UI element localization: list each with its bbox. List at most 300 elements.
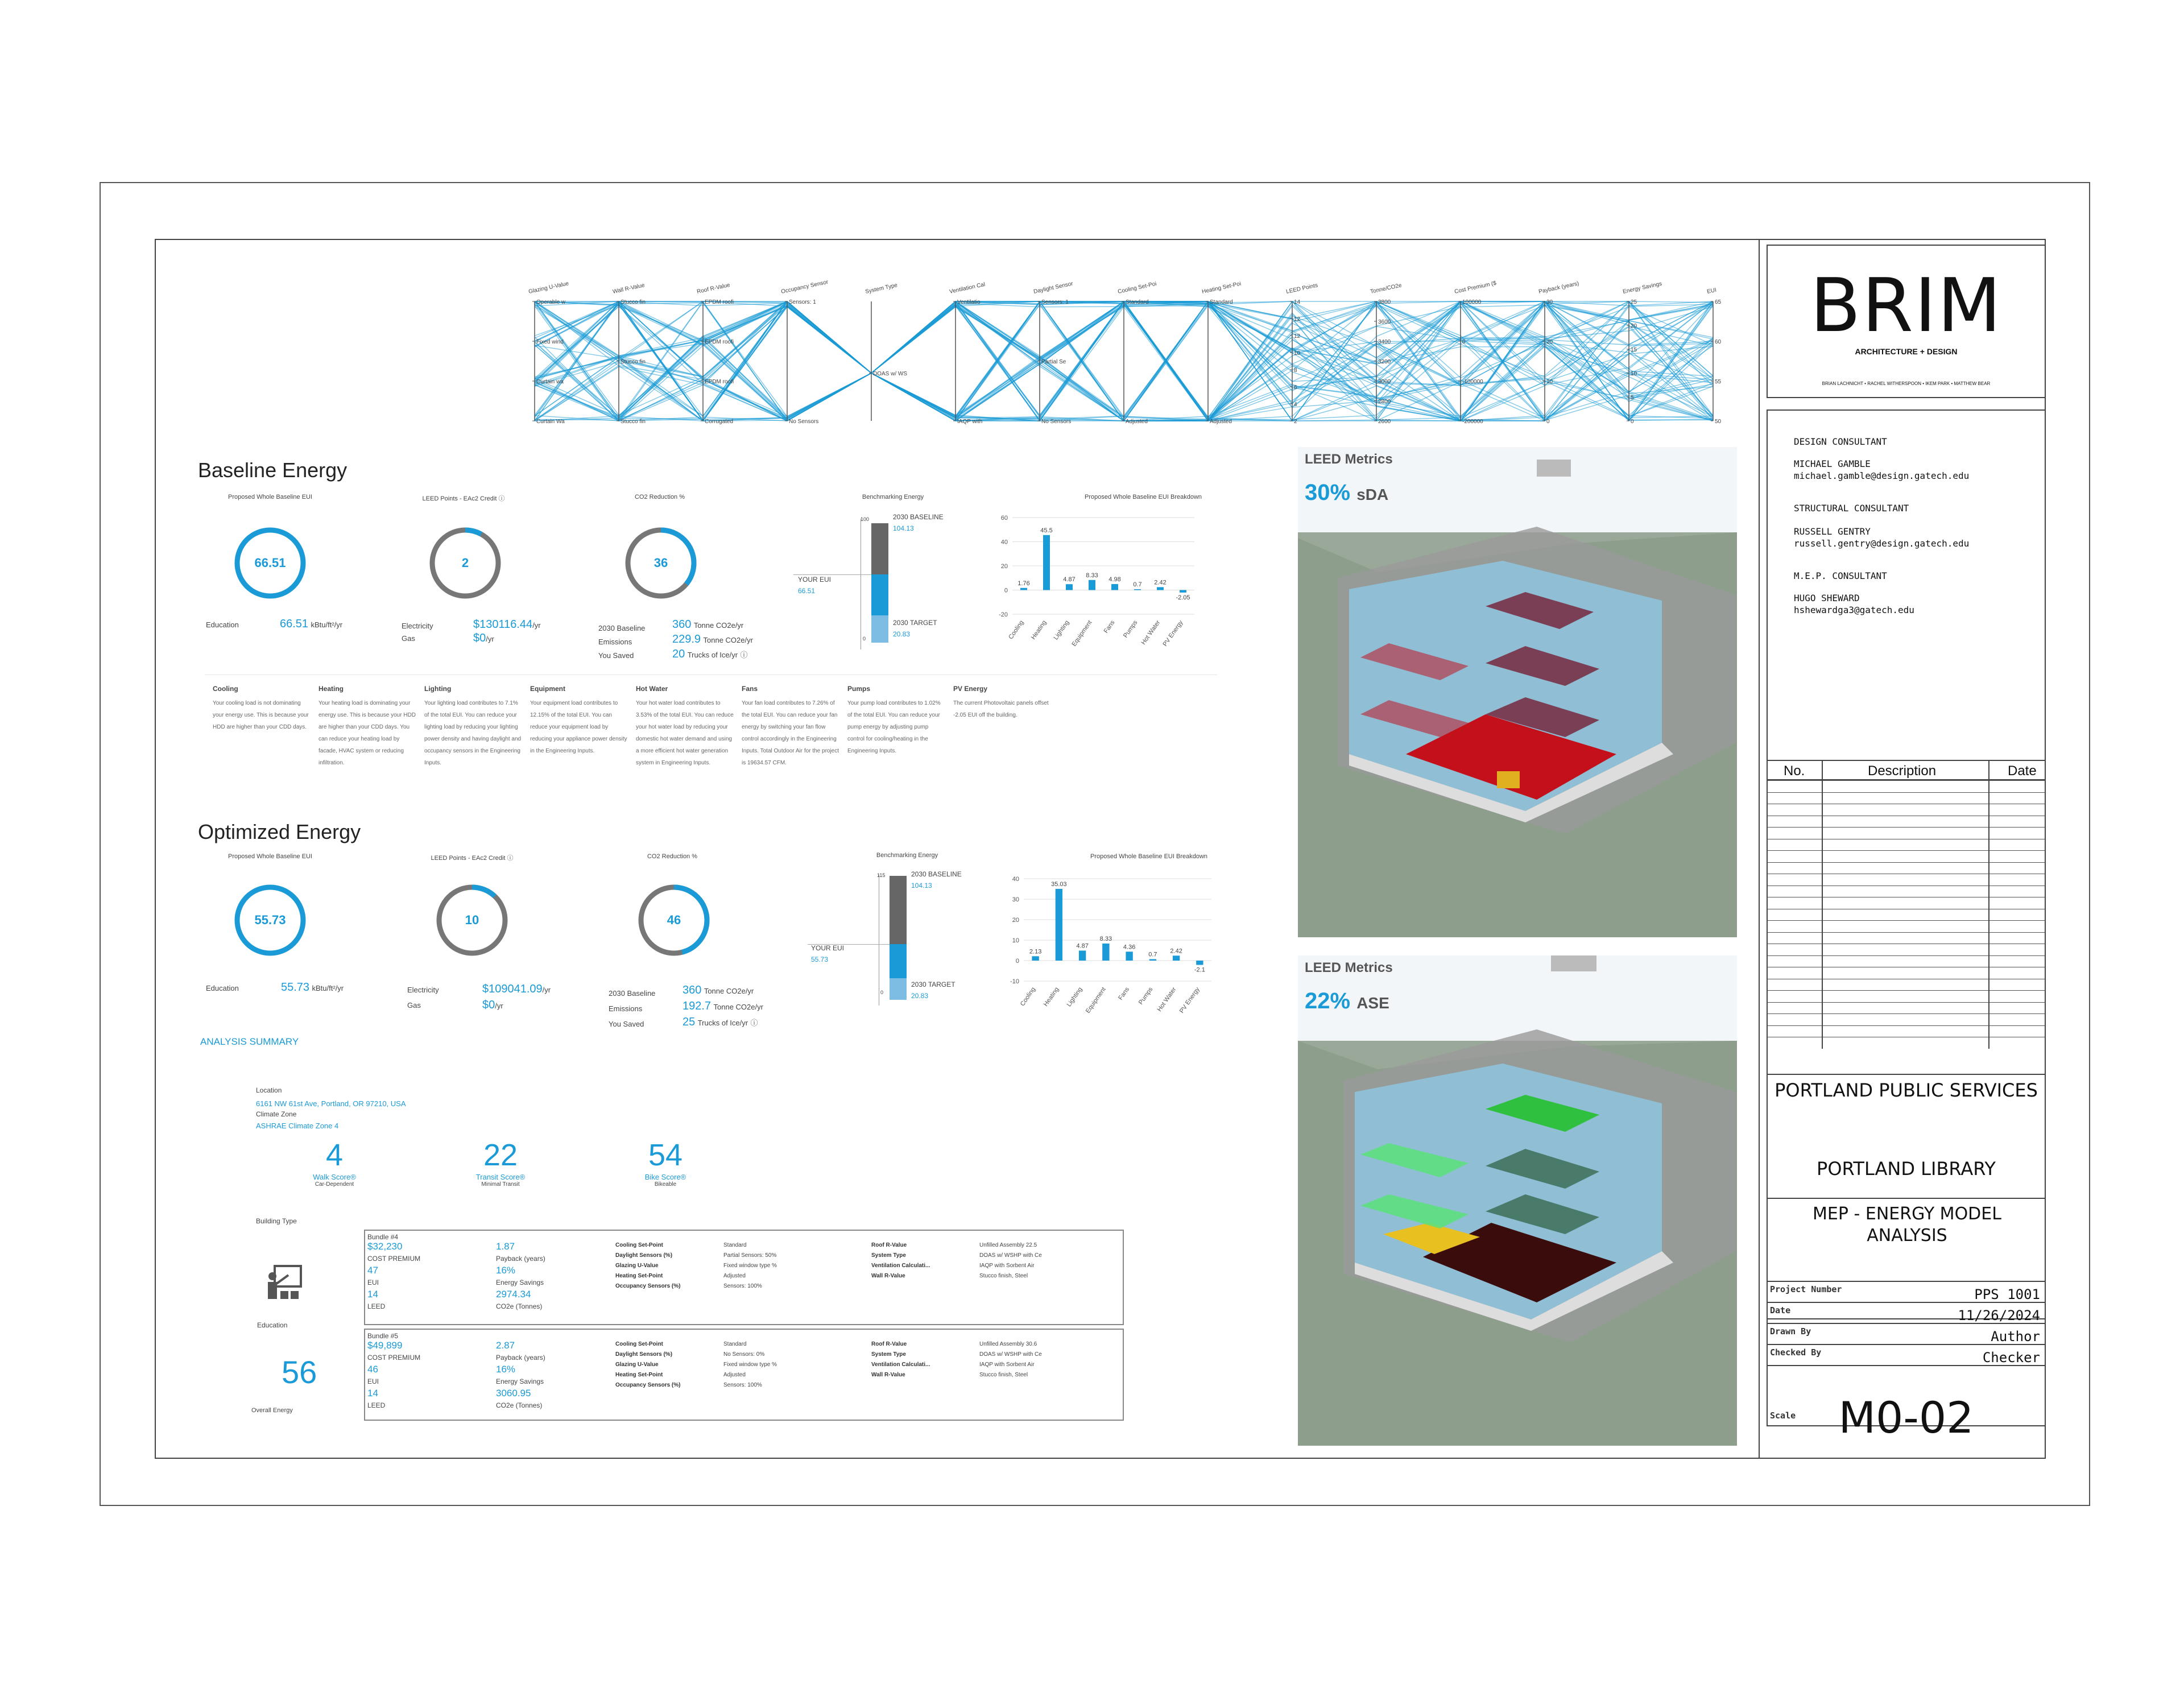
bundle-savings: 16%	[496, 1364, 516, 1375]
note-text: Your heating load is dominating your energy use. This is because your HDD are higher than your CDD days. You can reduce your heating load by facade, HVAC system or reducing infiltration.	[318, 700, 416, 766]
building-type-label: Building Type	[256, 1217, 297, 1225]
co2-saved-label: You Saved	[598, 651, 634, 660]
pc-tick-label: 20	[1631, 323, 1637, 329]
donut-value: 66.51	[254, 556, 286, 570]
pc-tick-label: Stucco fin	[621, 299, 646, 305]
building-type: Education	[257, 1321, 288, 1329]
pc-tick-label: -200000	[1462, 419, 1483, 425]
revision-row	[1768, 1002, 2045, 1003]
y-tick-label: 10	[1012, 937, 1019, 944]
param-label: Wall R-Value	[871, 1372, 905, 1378]
pc-axis-name: Roof R-Value	[696, 282, 731, 295]
pc-tick-label: Sensors: 1	[789, 299, 816, 305]
category-label: Cooling	[1019, 986, 1037, 1008]
bench-target-bar	[871, 615, 888, 643]
optimized-title: Optimized Energy	[198, 820, 361, 843]
rev-col-divider	[1822, 760, 1823, 1049]
revision-row	[1768, 920, 2045, 921]
info-icon[interactable]: ⓘ	[750, 1019, 758, 1027]
bundle-savings-label: Energy Savings	[496, 1377, 544, 1385]
label: Project Number	[1770, 1284, 1842, 1294]
optimized-bench-caption: Benchmarking Energy	[876, 852, 938, 859]
note-title: Cooling	[213, 685, 238, 693]
param-label: Daylight Sensors (%)	[615, 1351, 673, 1358]
bench-target-value: 20.83	[911, 992, 929, 1000]
bar[interactable]	[1134, 589, 1141, 590]
param-value: Fixed window type %	[723, 1263, 777, 1269]
category-label: PV Energy	[1178, 986, 1201, 1015]
bar-value-label: 0.7	[1148, 951, 1157, 958]
pc-axis-name: Cost Premium ($	[1454, 280, 1497, 295]
co2-labels	[609, 986, 655, 1032]
consultant-email: michael.gamble@design.gatech.edu	[1794, 470, 1970, 481]
walk-score-value: 4	[325, 1138, 344, 1172]
pc-tick-label: 12	[1294, 333, 1301, 340]
bar-value-label: 1.76	[1017, 580, 1030, 587]
note-title: Pumps	[847, 685, 871, 693]
revision-row	[1768, 1025, 2045, 1026]
bundle-eui: 46	[367, 1364, 378, 1375]
bench-your-bar	[871, 574, 888, 615]
building-render-sda	[1298, 447, 1737, 937]
note-title: Lighting	[424, 685, 452, 693]
category-label: Lighting	[1052, 619, 1071, 642]
optimized-benchmark	[808, 869, 978, 1006]
render-ase	[1298, 955, 1737, 1446]
walk-score-link[interactable]: Walk Score®	[313, 1173, 356, 1181]
param-label: System Type	[871, 1351, 906, 1358]
bar[interactable]	[1180, 590, 1186, 593]
bundle-co2-label: CO2e (Tonnes)	[496, 1302, 543, 1310]
bar-value-label: 2.42	[1170, 948, 1182, 955]
note-lighting	[424, 685, 522, 769]
pc-axis-name: Glazing U-Value	[528, 280, 570, 295]
pc-tick-label: 100000	[1462, 299, 1482, 305]
walk-score-sub: Car-Dependent	[315, 1181, 354, 1188]
category-label: Equipment	[1084, 986, 1107, 1015]
pc-axis-name: System Type	[864, 282, 898, 295]
baseline-chart-title: Proposed Whole Baseline EUI Breakdown	[1084, 494, 1202, 500]
baseline-eui-caption: Proposed Whole Baseline EUI	[228, 494, 312, 500]
electricity-value: $130116.44	[473, 618, 533, 631]
electricity-label: Electricity	[407, 986, 439, 994]
label: Date	[1770, 1305, 1791, 1315]
unit: /yr	[486, 635, 494, 643]
bundle-co2: 2974.34	[496, 1289, 531, 1300]
pc-axis-name: LEED Points	[1285, 282, 1319, 295]
note-cooling	[213, 685, 311, 733]
bike-score	[609, 1137, 722, 1188]
pc-tick-label: Adjusted	[1210, 419, 1232, 425]
y-tick-label: 40	[1012, 876, 1019, 883]
consultant-role: STRUCTURAL CONSULTANT	[1794, 503, 1909, 514]
pc-tick-label: Operable w	[536, 299, 566, 305]
co2-values	[682, 983, 763, 1031]
bench-baseline-value: 104.13	[911, 882, 932, 889]
pc-axis-name: Wall R-Value	[612, 282, 646, 295]
pc-tick-label: 50	[1715, 419, 1722, 425]
revision-row	[1768, 827, 2045, 828]
pc-tick-label: Standard	[1210, 299, 1233, 305]
param-value: Stucco finish, Steel	[979, 1372, 1028, 1378]
caption-text: LEED Points - EAc2 Credit	[431, 855, 506, 862]
note-text: Your lighting load contributes to 7.1% of the total EUI. You can reduce your lighting load by reducing your lighting power density and having daylight and occupancy sensors in the Engineering Inputs.	[424, 700, 522, 766]
bench-baseline-bar	[871, 523, 888, 574]
y-tick-label: 0	[1015, 958, 1019, 965]
pc-tick-label: 3400	[1378, 339, 1391, 345]
transit-score-sub: Minimal Transit	[481, 1181, 520, 1188]
metric-name: sDA	[1356, 486, 1389, 503]
label: Checked By	[1770, 1347, 1822, 1358]
bar-value-label: 4.36	[1123, 944, 1136, 951]
bar[interactable]	[1196, 961, 1203, 965]
transit-score-link[interactable]: Transit Score®	[475, 1173, 526, 1181]
pc-tick-label: 3600	[1378, 319, 1391, 325]
bar[interactable]	[1111, 584, 1118, 590]
co2-saved-label: You Saved	[609, 1020, 644, 1028]
pc-tick-label: 10	[1546, 379, 1553, 385]
bundle-cost-label: COST PREMIUM	[367, 1354, 421, 1362]
pc-tick-label: No Sensors	[1041, 419, 1072, 425]
bar-value-label: 2.42	[1154, 579, 1167, 586]
bike-score-sub: Bikeable	[654, 1181, 677, 1188]
param-value: Stucco finish, Steel	[979, 1273, 1028, 1279]
note-title: Heating	[318, 685, 344, 693]
bench-your-value: 66.51	[798, 587, 816, 595]
bar-value-label: 35.03	[1051, 880, 1067, 888]
pct-value: 30%	[1305, 480, 1351, 505]
bench-your-bar	[890, 944, 907, 978]
render-sda	[1298, 447, 1737, 937]
pc-tick-label: Adjusted	[1126, 419, 1148, 425]
unit: Tonne CO2e/yr	[693, 621, 744, 630]
optimized-leed-donut	[432, 880, 512, 960]
param-label: Occupancy Sensors (%)	[615, 1283, 681, 1289]
bundle-card[interactable]	[364, 1230, 1124, 1325]
bar[interactable]	[1020, 588, 1027, 590]
pc-tick-label: 0	[1462, 339, 1466, 345]
y-tick-label: 20	[1012, 917, 1019, 924]
param-label: Heating Set-Point	[615, 1273, 663, 1279]
value: Checker	[1982, 1350, 2040, 1366]
bench-your-label: YOUR EUI	[798, 576, 832, 584]
pc-axis-name: Cooling Set-Poi	[1117, 280, 1157, 295]
pc-tick-label: 4	[1294, 402, 1297, 408]
category-label: Hot Water	[1140, 619, 1162, 646]
pc-tick-label: 10	[1294, 350, 1301, 357]
bundle-leed-label: LEED	[367, 1302, 386, 1310]
bar[interactable]	[1173, 955, 1180, 961]
unit: Tonne CO2e/yr	[713, 1003, 763, 1011]
education-icon	[263, 1264, 303, 1306]
unit: Tonne CO2e/yr	[703, 636, 753, 644]
param-value: Partial Sensors: 50%	[723, 1252, 777, 1259]
param-label: Cooling Set-Point	[615, 1341, 663, 1347]
pc-tick-label: 30	[1546, 299, 1553, 305]
note-equipment	[530, 685, 628, 757]
co2-baseline-label: 2030 Baseline	[598, 624, 646, 632]
render-pct	[1305, 480, 1388, 506]
y-tick-label: -20	[999, 611, 1008, 618]
bench-target-label: 2030 TARGET	[893, 619, 937, 627]
co2-baseline-value: 360	[672, 618, 692, 631]
param-label: Daylight Sensors (%)	[615, 1252, 673, 1259]
pc-tick-label: EPDM roofi	[705, 299, 734, 305]
info-icon[interactable]: ⓘ	[507, 855, 514, 862]
electricity-label: Electricity	[402, 622, 433, 630]
pc-tick-label: 12	[1294, 316, 1301, 322]
drawn-by-row	[1768, 1323, 2045, 1344]
bar[interactable]	[1066, 584, 1073, 590]
param-label: Cooling Set-Point	[615, 1242, 663, 1248]
co2-saved-value: 20	[672, 648, 685, 660]
bench-zero: 0	[880, 990, 884, 995]
note-text: The current Photovoltaic panels offset -2.05 EUI off the building.	[953, 700, 1049, 718]
note-pumps	[847, 685, 945, 757]
pc-axis-name: Tonne/CO2e	[1370, 282, 1403, 295]
unit: /yr	[542, 986, 551, 994]
bench-your-value: 55.73	[811, 955, 829, 963]
bar[interactable]	[1157, 587, 1164, 590]
category-label: Cooling	[1007, 619, 1025, 641]
bench-target-value: 20.83	[893, 630, 911, 638]
param-value: Standard	[723, 1242, 747, 1248]
pc-tick-label: Corrugated	[705, 419, 734, 425]
bundle-payback: 1.87	[496, 1241, 515, 1252]
consultant-name: HUGO SHEWARD	[1794, 593, 1860, 603]
pc-axis-name: Occupancy Sensor	[780, 279, 829, 295]
param-value: Fixed window type %	[723, 1362, 777, 1368]
optimized-co2-donut	[634, 880, 714, 960]
category-label: Hot Water	[1156, 986, 1178, 1013]
unit: /yr	[495, 1002, 503, 1010]
rev-col-divider	[1988, 760, 1989, 1049]
param-value: IAQP with Sorbent Air	[979, 1362, 1035, 1368]
overall-energy-label: Overall Energy	[251, 1407, 293, 1414]
revision-row	[1768, 932, 2045, 933]
pc-tick-label: 8	[1294, 367, 1297, 374]
param-label: Roof R-Value	[871, 1242, 907, 1248]
co2-baseline-value: 360	[682, 984, 702, 996]
baseline-title: Baseline Energy	[198, 458, 348, 482]
gas-value: $0	[473, 632, 486, 644]
unit: Trucks of Ice/yr	[687, 651, 738, 659]
climate-link[interactable]: ASHRAE Climate Zone 4	[256, 1122, 339, 1130]
category-label: Lighting	[1065, 986, 1084, 1008]
revision-row	[1768, 990, 2045, 991]
bundle-savings-label: Energy Savings	[496, 1279, 544, 1286]
optimized-eui-value: 55.73	[281, 981, 310, 994]
render-title: LEED Metrics	[1305, 960, 1393, 975]
baseline-eui-label: Education	[206, 620, 239, 629]
bundle-co2: 3060.95	[496, 1388, 531, 1399]
bundle-payback-label: Payback (years)	[496, 1255, 545, 1263]
param-value: Sensors: 100%	[723, 1382, 762, 1388]
pc-tick-label: Curtain Wa	[536, 419, 565, 425]
bench-zero: 0	[863, 636, 866, 642]
note-title: Hot Water	[636, 685, 668, 693]
bar[interactable]	[1126, 951, 1132, 961]
bench-baseline-bar	[890, 876, 907, 944]
sheet-title: MEP - ENERGY MODEL ANALYSIS	[1813, 1204, 2001, 1246]
unit: /yr	[532, 621, 541, 630]
analysis-summary-link[interactable]: ANALYSIS SUMMARY	[200, 1036, 299, 1047]
pc-tick-label: DOAS w/ WS	[873, 371, 908, 377]
pc-tick-label: 60	[1715, 339, 1722, 345]
bar[interactable]	[1102, 944, 1109, 961]
logo-names: BRIAN LACHNICHT • RACHEL WITHERSPOON • IKEM PARK • MATTHEW BEAR	[1822, 381, 1991, 386]
category-label: Heating	[1029, 619, 1048, 641]
baseline-eui-unit: kBtu/ft²/yr	[311, 620, 343, 629]
bar-value-label: -2.05	[1176, 594, 1190, 601]
param-value: Unfilled Assembly 22.5	[979, 1242, 1037, 1248]
baseline-bench-caption: Benchmarking Energy	[862, 494, 924, 500]
baseline-eui-breakdown-chart	[990, 506, 1200, 665]
divider	[1768, 1365, 2045, 1366]
param-label: Glazing U-Value	[615, 1362, 659, 1368]
pc-tick-label: 25	[1631, 299, 1637, 305]
param-value: IAQP with Sorbent Air	[979, 1263, 1035, 1269]
pc-tick-label: 14	[1294, 299, 1301, 305]
revision-row	[1768, 850, 2045, 851]
pc-axis-name: Ventilation Cal	[949, 281, 986, 295]
bar[interactable]	[1043, 535, 1050, 590]
note-heating	[318, 685, 416, 769]
climate-label: Climate Zone	[256, 1110, 297, 1118]
walk-score	[278, 1137, 391, 1188]
pct-value: 22%	[1305, 988, 1351, 1013]
bar[interactable]	[1089, 580, 1095, 590]
bench-target-bar	[890, 978, 907, 1000]
bike-score-link[interactable]: Bike Score®	[644, 1173, 686, 1181]
energy-notes	[213, 685, 1077, 799]
render-pct	[1305, 988, 1389, 1014]
gas-value: $0	[482, 999, 495, 1011]
bundle-co2-label: CO2e (Tonnes)	[496, 1401, 543, 1409]
rev-no-header: No.	[1784, 763, 1805, 779]
pc-axis-name: Energy Savings	[1622, 280, 1663, 295]
y-tick-label: 30	[1012, 896, 1019, 903]
bench-your-label: YOUR EUI	[811, 944, 845, 952]
bundle-leed: 14	[367, 1289, 378, 1300]
param-label: Ventilation Calculati...	[871, 1263, 930, 1269]
pc-tick-label: Standard	[1126, 299, 1149, 305]
co2-emissions-label: Emissions	[609, 1004, 643, 1013]
bench-baseline-label: 2030 BASELINE	[893, 513, 944, 521]
category-label: Fans	[1102, 619, 1116, 635]
consultant-name: RUSSELL GENTRY	[1794, 526, 1871, 537]
pc-tick-label: IAQP with	[957, 419, 983, 425]
co2-labels	[598, 622, 645, 663]
revision-table-header	[1768, 760, 2045, 780]
location-label: Location	[256, 1086, 282, 1094]
pc-tick-label: Stucco fin	[621, 419, 646, 425]
optimized-eui-donut	[230, 880, 310, 960]
co2-saved-value: 25	[682, 1016, 696, 1028]
bench-top: 100	[861, 516, 870, 522]
bar[interactable]	[1149, 959, 1156, 961]
baseline-leed-caption	[390, 494, 537, 503]
donut-value: 55.73	[254, 913, 286, 927]
pc-tick-label: Ventilatio	[957, 299, 981, 305]
category-label: PV Energy	[1161, 619, 1185, 648]
consultant-name: MICHAEL GAMBLE	[1794, 458, 1871, 469]
bar[interactable]	[1032, 956, 1039, 961]
bundle-payback-label: Payback (years)	[496, 1354, 545, 1362]
optimized-eui-caption: Proposed Whole Baseline EUI	[228, 853, 312, 860]
note-text: Your equipment load contributes to 12.15% of the total EUI. You can reduce your equipment load by reducing your appliance power density in the Engineering Inputs.	[530, 700, 627, 754]
param-label: System Type	[871, 1252, 906, 1259]
consultant-role: DESIGN CONSULTANT	[1794, 436, 1887, 447]
value: PPS 1001	[1974, 1286, 2040, 1302]
co2-emissions-label: Emissions	[598, 638, 632, 646]
pc-tick-label: Curtain wa	[536, 379, 564, 385]
note-pv-energy	[953, 685, 1051, 721]
co2-baseline-label: 2030 Baseline	[609, 989, 656, 998]
address-link[interactable]: 6161 NW 61st Ave, Portland, OR 97210, USA	[256, 1099, 406, 1108]
y-tick-label: 60	[1000, 515, 1008, 522]
param-value: DOAS w/ WSHP with Ce	[979, 1252, 1042, 1259]
donut-value: 36	[653, 556, 668, 570]
pc-tick-label: Fixed wind	[536, 339, 564, 345]
bar-value-label: 0.7	[1133, 581, 1142, 589]
pc-tick-label: 5	[1631, 395, 1634, 401]
pc-tick-label: 2800	[1378, 399, 1391, 405]
note-text: Your pump load contributes to 1.02% of the total EUI. You can reduce your pump energy by adjusting pump control for cooling/heating in the Engineering Inputs.	[847, 700, 941, 754]
gas-label: Gas	[402, 634, 415, 643]
optimized-co2-caption: CO2 Reduction %	[647, 853, 698, 860]
transit-score-value: 22	[483, 1138, 518, 1172]
info-icon[interactable]: ⓘ	[740, 651, 748, 659]
overall-energy-value: 56	[282, 1354, 317, 1390]
title-block	[1759, 239, 2046, 1459]
pc-tick-label: Sensors: 1	[1041, 299, 1069, 305]
baseline-eui-donut	[230, 523, 310, 603]
note-text: Your cooling load is not dominating your energy use. This is because your HDD are higher than your CDD days.	[213, 700, 309, 730]
bar[interactable]	[1079, 950, 1086, 961]
pc-axis-name: Heating Set-Poi	[1201, 280, 1242, 295]
bundle-card[interactable]	[364, 1329, 1124, 1421]
donut-value: 46	[667, 913, 681, 927]
brim-logo: BRIM	[1810, 262, 2003, 349]
bundle-eui-label: EUI	[367, 1279, 379, 1286]
bench-your-line	[793, 574, 871, 575]
co2-values	[672, 618, 753, 662]
transit-score	[444, 1137, 557, 1188]
donut-value: 2	[461, 556, 469, 570]
pc-tick-label: 2600	[1378, 419, 1391, 425]
bar-value-label: 45.5	[1040, 527, 1053, 534]
info-icon[interactable]: ⓘ	[498, 495, 505, 502]
consultant-email: hshewardga3@gatech.edu	[1794, 605, 1914, 615]
bench-baseline-label: 2030 BASELINE	[911, 870, 962, 878]
building-render-ase	[1298, 955, 1737, 1446]
pc-tick-label: 6	[1294, 384, 1297, 391]
revision-row	[1768, 792, 2045, 793]
project-name: PORTLAND LIBRARY	[1817, 1158, 1996, 1180]
bike-score-value: 54	[648, 1138, 683, 1172]
bundle-savings: 16%	[496, 1265, 516, 1276]
electricity-value: $109041.09	[482, 983, 543, 995]
category-label: Pumps	[1122, 619, 1139, 639]
donut-value: 10	[465, 913, 479, 927]
bench-top: 115	[877, 872, 886, 878]
bar[interactable]	[1056, 889, 1062, 961]
bundle-payback: 2.87	[496, 1340, 515, 1351]
param-value: Adjusted	[723, 1273, 746, 1279]
revision-row	[1768, 780, 2045, 781]
bar-value-label: 8.33	[1099, 936, 1112, 943]
